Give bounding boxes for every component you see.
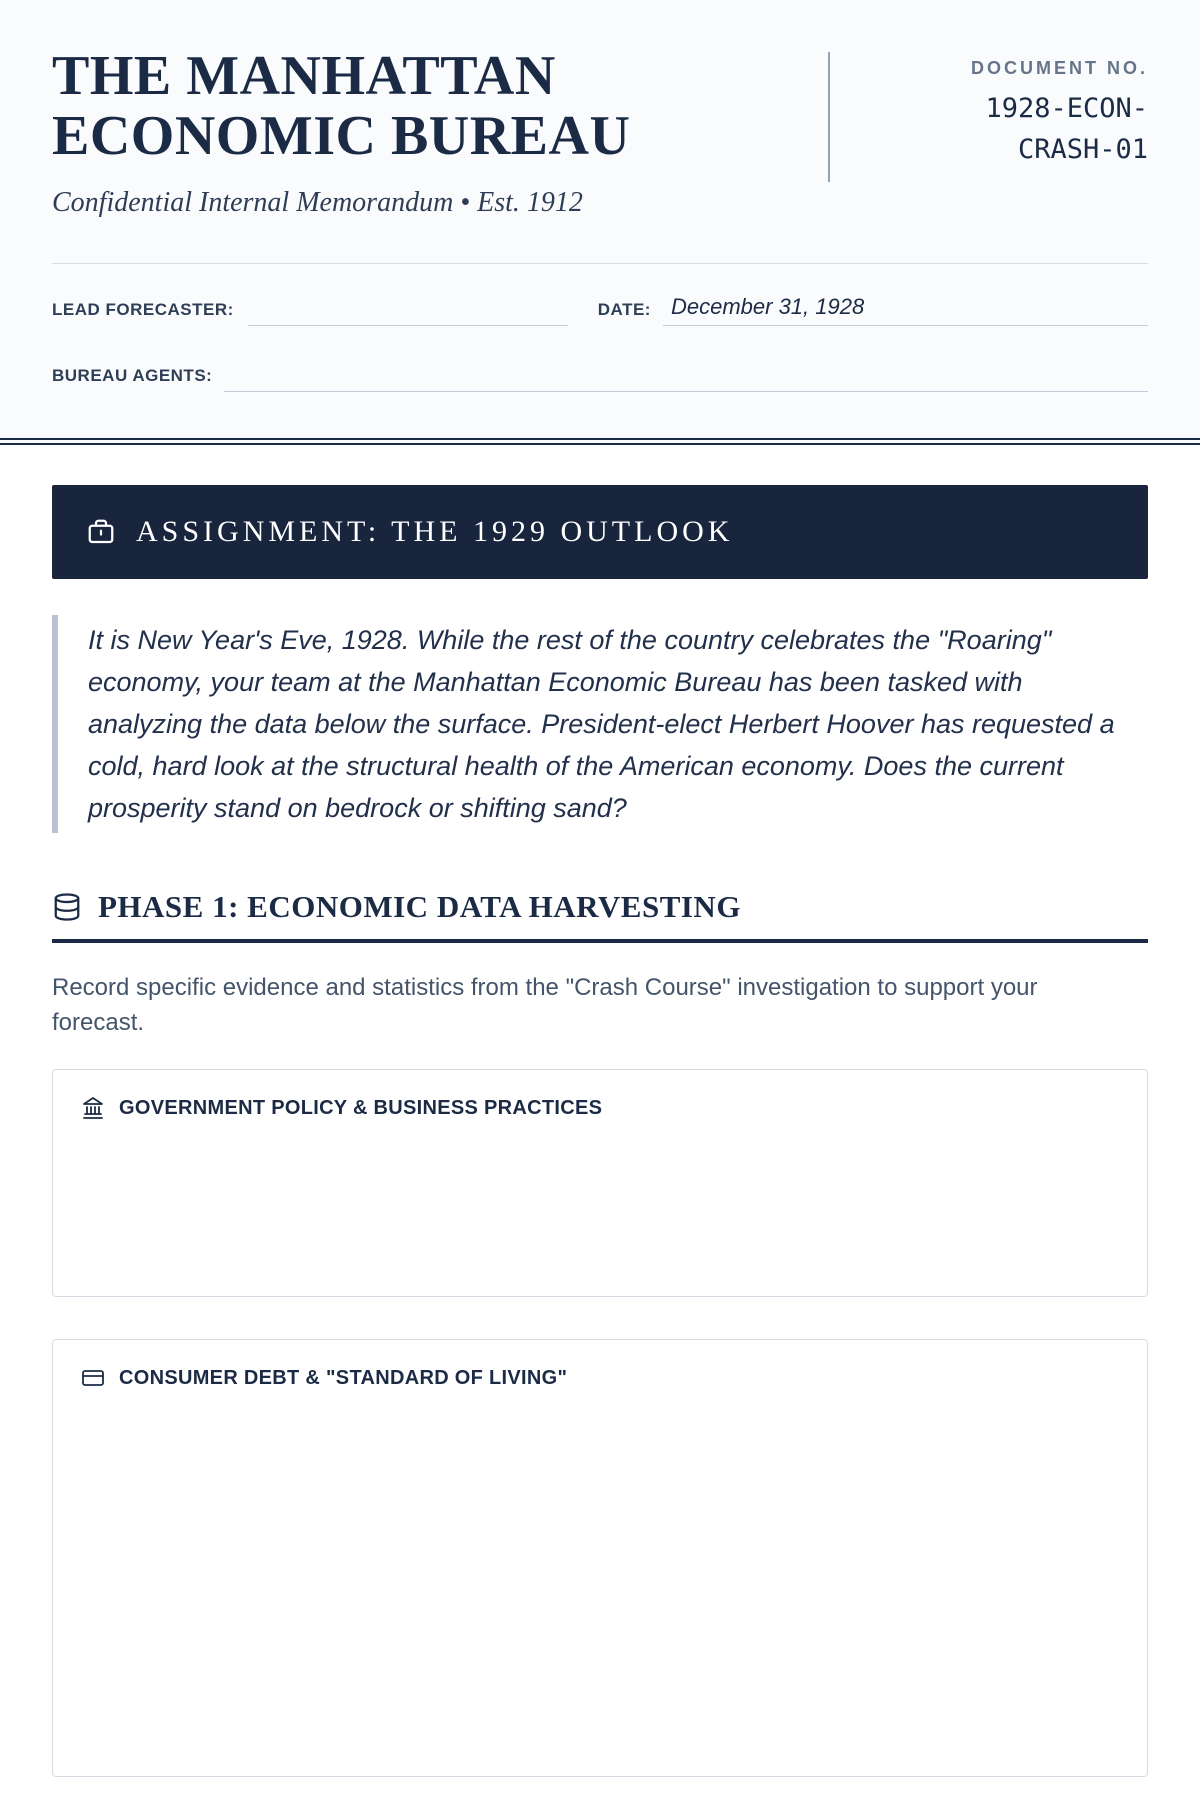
memo-body bbox=[0, 445, 1200, 1817]
phase1-heading-text: PHASE 1: ECONOMIC DATA HARVESTING bbox=[98, 889, 741, 925]
evidence-card-government-policy bbox=[52, 1069, 1148, 1297]
bank-icon bbox=[81, 1096, 105, 1120]
briefcase-icon bbox=[86, 517, 116, 547]
writing-area[interactable] bbox=[81, 1120, 1119, 1270]
document-number-block bbox=[828, 52, 1148, 182]
lead-forecaster-input[interactable] bbox=[248, 294, 568, 326]
document-number-value: 1928-ECON-CRASH-01 bbox=[985, 93, 1148, 165]
bureau-agents-label: BUREAU AGENTS: bbox=[52, 365, 213, 385]
page-title: THE MANHATTAN ECONOMIC BUREAU bbox=[52, 45, 631, 168]
credit-card-icon bbox=[81, 1366, 105, 1390]
memo-form bbox=[52, 264, 1148, 438]
assignment-brief: It is New Year's Eve, 1928. While the rest of the country celebrates the "Roaring" economy, your team at the Manhattan Economic Bureau has been tasked with analyzing the data below the surface. President-elect Herbert Hoover has requested a cold, hard look at the structural health of the American economy. Does the current prosperity stand on bedrock or shifting sand? bbox=[52, 615, 1148, 834]
bureau-agents-input[interactable] bbox=[224, 360, 1148, 392]
phase1-heading bbox=[52, 889, 1148, 943]
date-label: DATE: bbox=[597, 299, 651, 319]
memo-header bbox=[0, 0, 1200, 445]
card-title: GOVERNMENT POLICY & BUSINESS PRACTICES bbox=[119, 1096, 603, 1119]
assignment-banner-title: ASSIGNMENT: THE 1929 OUTLOOK bbox=[136, 514, 734, 548]
database-icon bbox=[52, 892, 82, 922]
evidence-card-consumer-debt bbox=[52, 1339, 1148, 1777]
assignment-banner bbox=[52, 485, 1148, 579]
document-number-label: DOCUMENT NO. bbox=[971, 58, 1148, 78]
writing-area[interactable] bbox=[81, 1390, 1119, 1750]
card-title: CONSUMER DEBT & "STANDARD OF LIVING" bbox=[119, 1366, 568, 1389]
phase1-intro: Record specific evidence and statistics from the "Crash Course" investigation to support your forecast. bbox=[52, 974, 1038, 1037]
date-input[interactable] bbox=[663, 294, 1148, 326]
lead-forecaster-label: LEAD FORECASTER: bbox=[52, 299, 234, 319]
page-subtitle: Confidential Internal Memorandum • Est. 1912 bbox=[52, 186, 583, 218]
masthead bbox=[52, 46, 828, 219]
